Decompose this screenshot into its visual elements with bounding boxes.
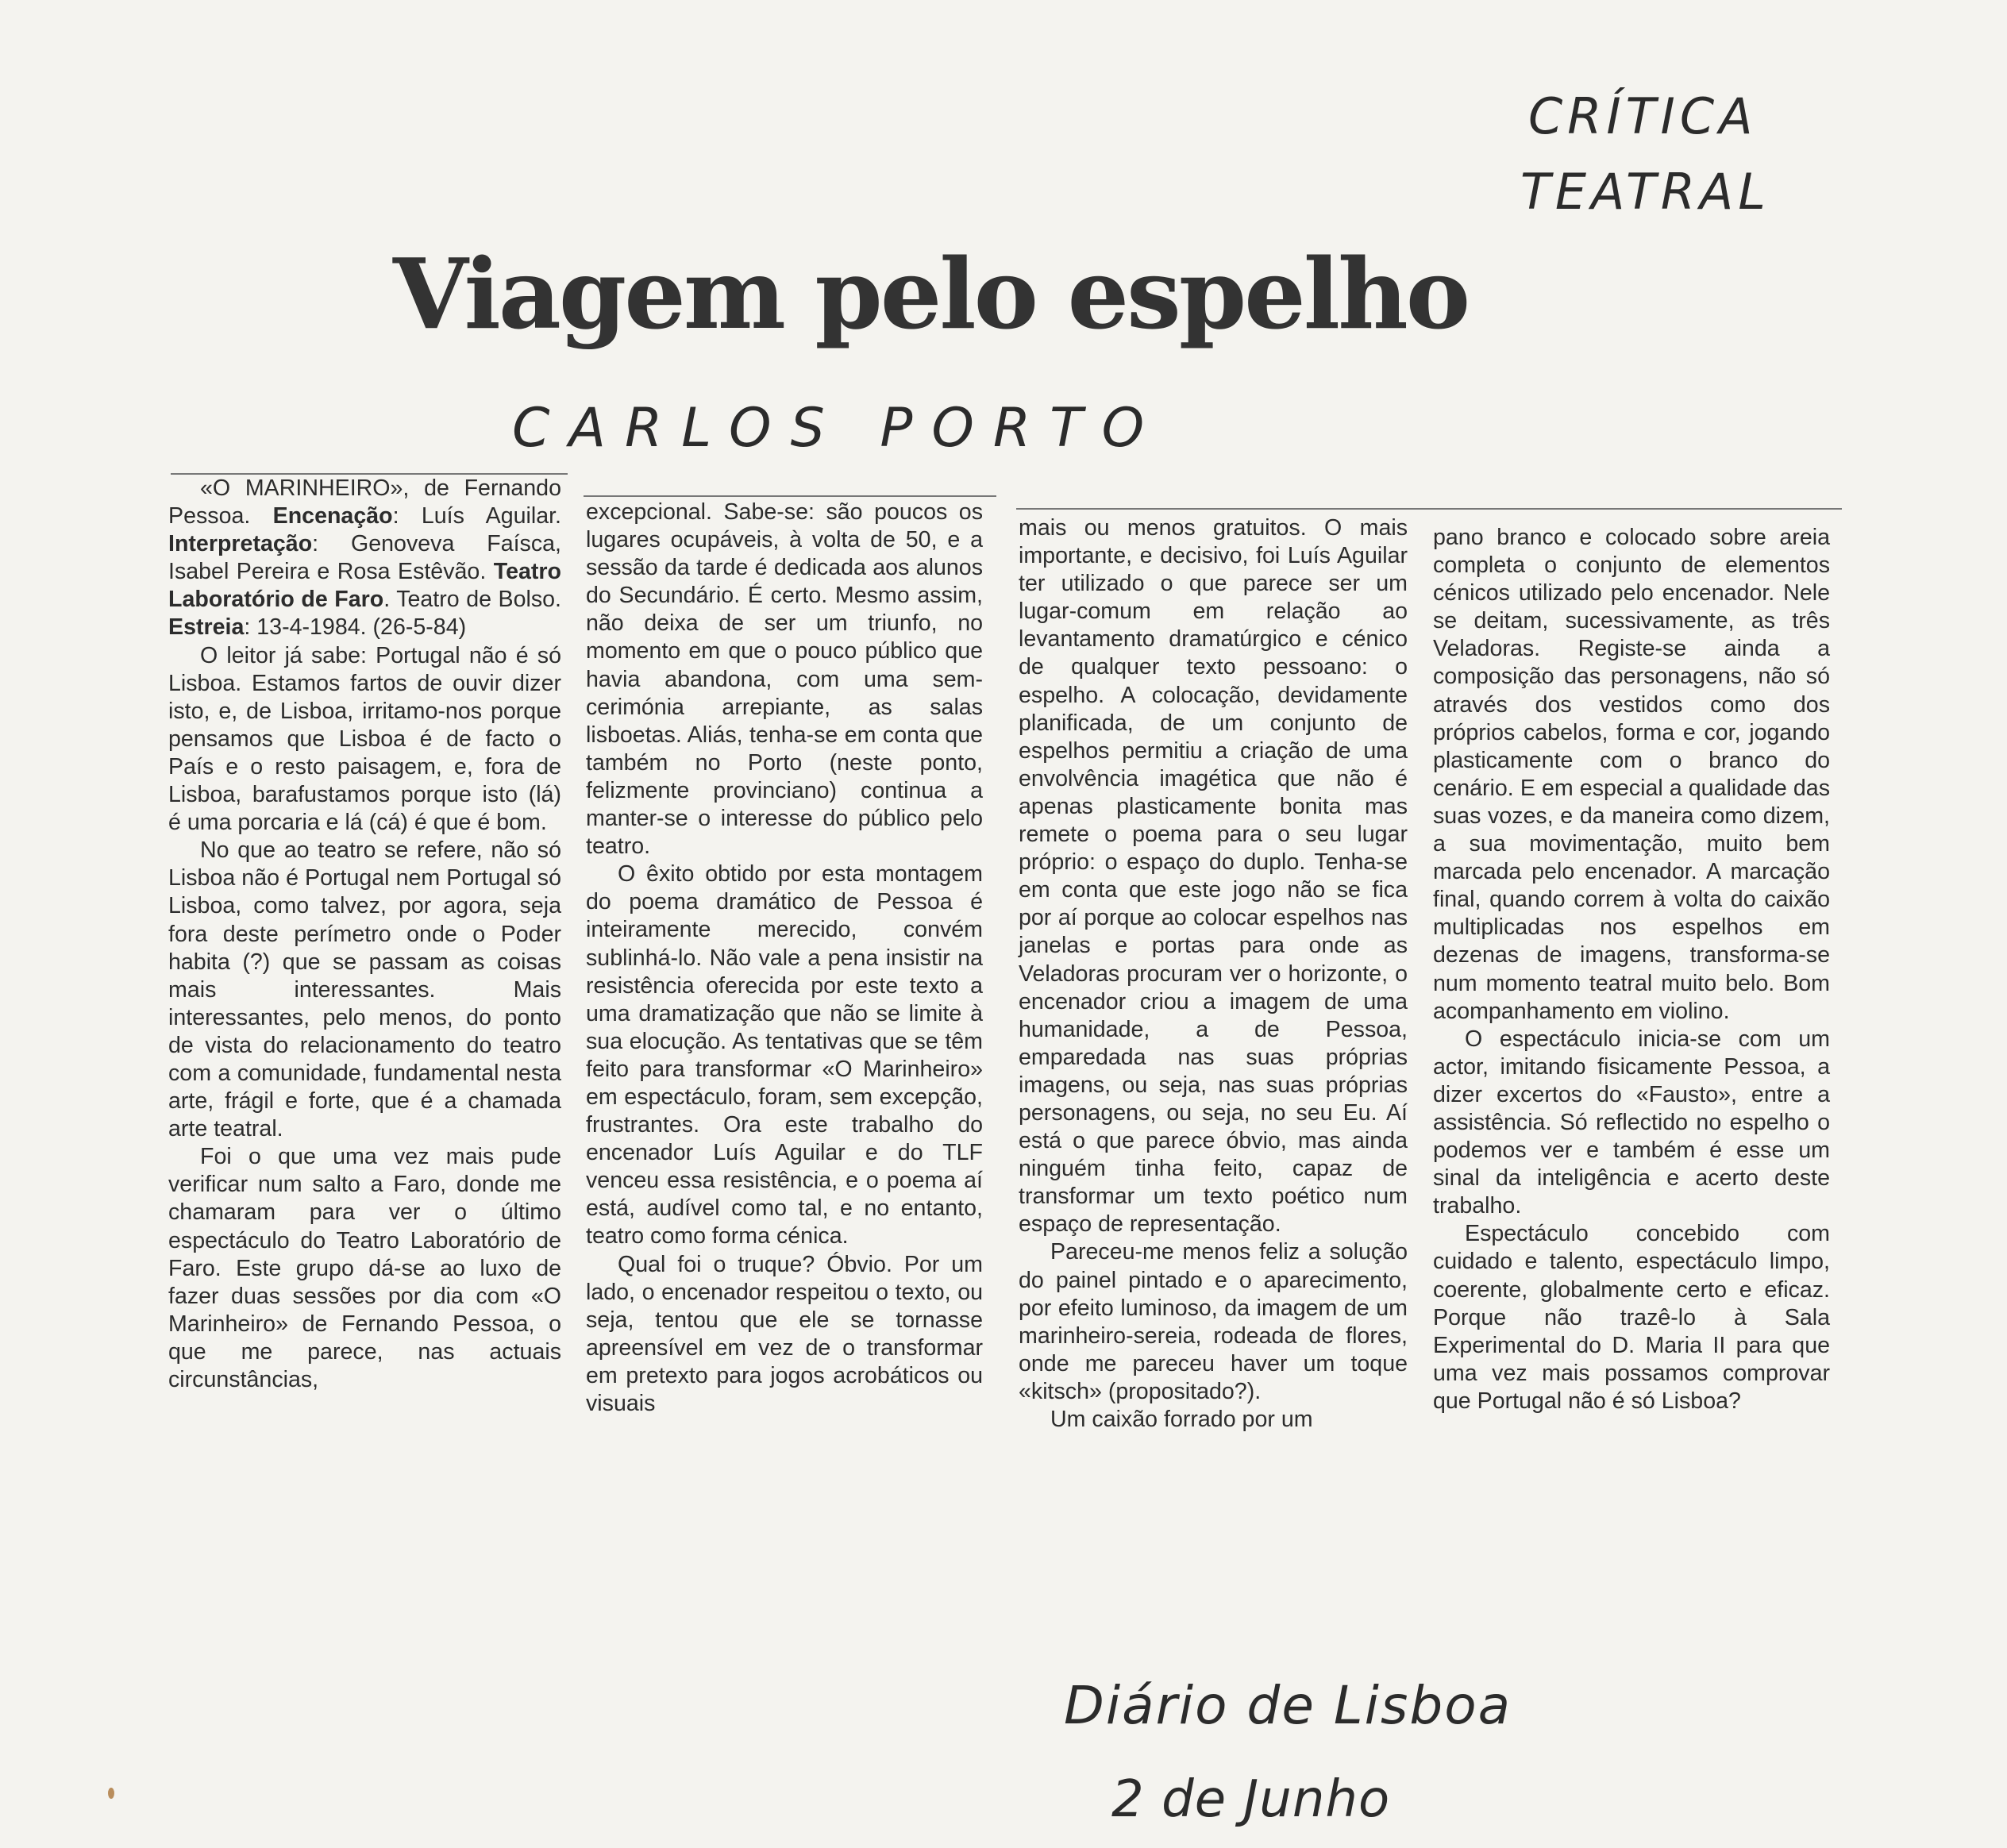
article-paragraph: Um caixão forrado por um — [1050, 1407, 1313, 1432]
credit-text: : 13-4-1984. (26-5-84) — [244, 614, 467, 641]
clipping-top-rule — [584, 495, 996, 497]
article-paragraph — [168, 475, 561, 642]
article-paragraph: excepcional. Sabe-se: são poucos os lugares ocupáveis, à volta de 50, e a sessão da tarde é dedicada aos alunos do Secundário. É certo. Mesmo assim, não deixa de ser um triunfo, no momento em que o pouco público que havia abandona, com uma sem-cerimónia arrepiante, as salas lisboetas. Aliás, tenha-se em conta que também no Porto (neste ponto, felizmente provinciano) continua a manter-se o interesse do público pelo teatro. — [586, 499, 983, 860]
article-paragraph: No que ao teatro se refere, não só Lisboa não é Portugal nem Portugal só Lisboa, como talvez, por agora, seja fora deste perímetro onde o Poder habita (?) que se passam as coisas mais interessantes. Mais interessantes, pelo menos, do ponto de vista do relacionamento do teatro com a comunidade, fundamental nesta arte, frágil e forte, que é a chamada arte teatral. — [168, 837, 561, 1142]
article-column-1 — [168, 475, 561, 1394]
article-paragraph: mais ou menos gratuitos. O mais importante, e decisivo, foi Luís Aguilar ter utilizado o que parece ser um lugar-comum em relação ao levantamento dramatúrgico e cénico de qualquer texto pessoano: o espelho. A colocação, devidamente planificada, de um conjunto de espelhos permitiu a criação de uma envolvência imagética que não é apenas plasticamente bonita mas remete o poema para o seu lugar próprio: o espaço do duplo. Tenha-se em conta que este jogo não se fica por aí porque ao colocar espelhos nas janelas e portas para onde as Veladoras procuram ver o horizonte, o encenador criou a imagem de uma humanidade, a de Pessoa, emparedada nas suas próprias imagens, ou seja, nas suas próprias personagens, ou seja, no seu Eu. Aí está o que parece óbvio, mas ainda ninguém tinha feito, capaz de transformar um texto poético num espaço de representação. — [1019, 515, 1408, 1238]
article-paragraph: O leitor já sabe: Portugal não é só Lisboa. Estamos fartos de ouvir dizer isto, e, de Lisboa, irritamo-nos porque pensamos que Lisboa é de facto o País e o resto paisagem, e, fora de Lisboa, barafustamos porque isto (lá) é uma porcaria e lá (cá) é que é bom. — [168, 642, 561, 836]
headline: Viagem pelo espelho — [393, 237, 1469, 351]
article-paragraph: O espectáculo inicia-se com um actor, imitando fisicamente Pessoa, a dizer excertos do «Fausto», entre a assistência. Só reflectido no espelho o podemos ver e também é esse um sinal da inteligência e acerto deste trabalho. — [1433, 1026, 1830, 1219]
bold-credit-label: Encenação — [272, 503, 393, 529]
source-note-newspaper: Diário de Lisboa — [1064, 1675, 1512, 1736]
article-paragraph: Espectáculo concebido com cuidado e talento, espectáculo limpo, coerente, globalmente certo e eficaz. Porque não trazê-lo à Sala Experimental do D. Maria II para que uma vez mais possamos comprovar que Portugal não é só Lisboa? — [1433, 1221, 1830, 1414]
article-paragraph: Qual foi o truque? Óbvio. Por um lado, o encenador respeitou o texto, ou seja, tentou que ele se tornasse apreensível em vez de o transformar em pretexto para jogos acrobáticos ou visuais — [586, 1251, 983, 1416]
credit-text: . Teatro de Bolso. — [383, 587, 561, 613]
article-paragraph: Foi o que uma vez mais pude verificar num salto a Faro, donde me chamaram para ver o último espectáculo do Teatro Laboratório de Faro. Este grupo dá-se ao luxo de fazer duas sessões por dia com «O Marinheiro» de Fernando Pessoa, o que me parece, nas actuais circunstâncias, — [168, 1144, 561, 1392]
credit-text: «O MARINHEIRO», de Fernando Pessoa. — [168, 475, 561, 529]
paper-stain — [108, 1788, 114, 1799]
article-paragraph: pano branco e colocado sobre areia completa o conjunto de elementos cénicos utilizado pelo encenador. Nele se deitam, sucessivamente, as três Veladoras. Registe-se ainda a composição das personagens, não só através dos vestidos como dos próprios cabelos, forma e cor, jogando plasticamente com o branco do cenário. E em especial a qualidade das suas vozes, e da maneira como dizem, a sua movimentação, muito bem marcada pelo encenador. A marcação final, quando correm à volta do caixão multiplicadas nos espelhos em dezenas de imagens, transforma-se num momento teatral muito belo. Bom acompanhamento em violino. — [1433, 525, 1830, 1024]
credit-text: : Luís Aguilar. — [392, 503, 561, 529]
article-paragraph: Pareceu-me menos feliz a solução do painel pintado e o aparecimento, por efeito luminoso, da imagem de um marinheiro-sereia, rodeada de flores, onde me pareceu haver um toque «kitsch» (propositado?). — [1019, 1239, 1408, 1404]
article-column-4 — [1433, 524, 1830, 1415]
article-column-3 — [1019, 514, 1408, 1434]
bold-credit-label: Interpretação — [168, 531, 313, 557]
bold-credit-label: Estreia — [168, 614, 245, 641]
author-byline: CARLOS PORTO — [512, 397, 1164, 460]
source-note-date: 2 de Junho — [1111, 1770, 1391, 1829]
article-paragraph: O êxito obtido por esta montagem do poema dramático de Pessoa é inteiramente merecido, convém sublinhá-lo. Não vale a pena insistir na resistência oferecida por este texto a uma dramatização que não se limite à sua elocução. As tentativas que se têm feito para transformar «O Marinheiro» em espectáculo, foram, sem excepção, frustrantes. Ora este trabalho do encenador Luís Aguilar e do TLF venceu essa resistência, e o poema aí está, audível como tal, e no entanto, teatro como forma cénica. — [586, 861, 983, 1249]
section-label-line1: CRÍTICA — [1528, 87, 1758, 145]
bold-credit-label: Teatro Laboratório de Faro — [168, 559, 561, 613]
clipping-top-rule — [1016, 508, 1842, 510]
section-label-line2: TEATRAL — [1520, 163, 1770, 221]
article-column-2 — [586, 499, 983, 1418]
credit-text: : Genoveva Faísca, Isabel Pereira e Rosa Estêvão. — [168, 531, 561, 585]
